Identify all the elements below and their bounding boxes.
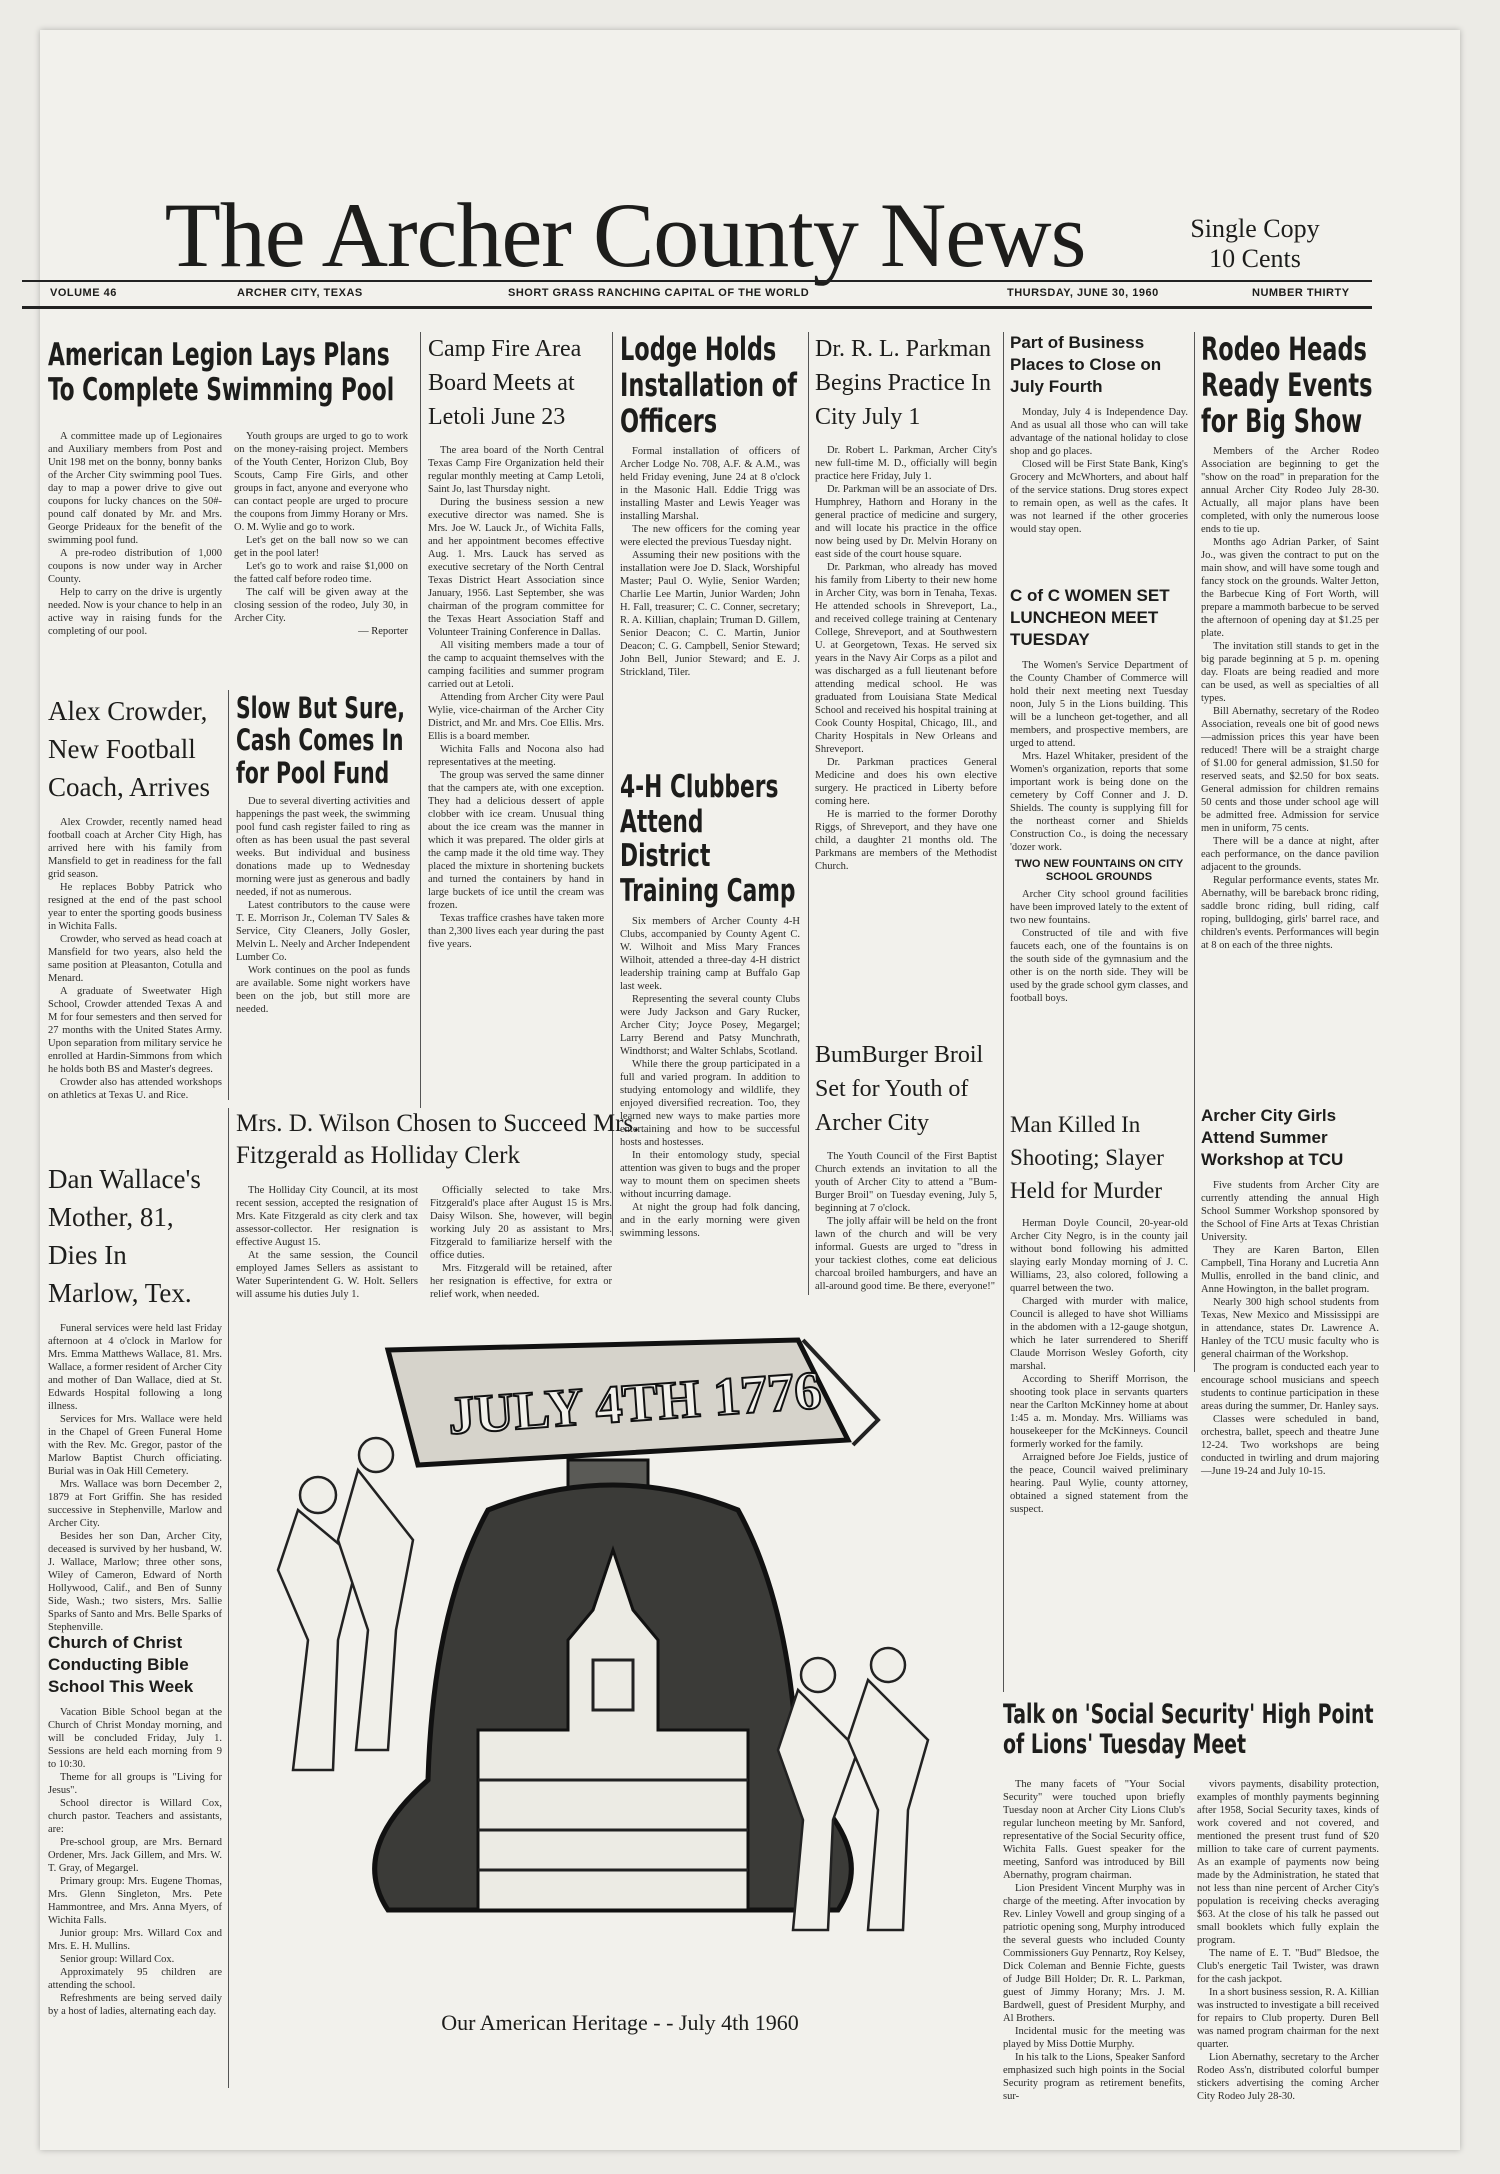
headline-church: Church of Christ Conducting Bible School This Week <box>48 1633 194 1696</box>
headline-legion: American Legion Lays Plans To Complete Swimming Pool <box>48 337 395 408</box>
volume-label: VOLUME 46 <box>50 287 117 299</box>
paragraph: The invitation still stands to get in the big parade beginning at 5 p. m. opening day. Floats are being readied and more can be used, as well as specialties of all types. <box>1201 641 1379 705</box>
paragraph: During the business session a new executive director was named. She is Mrs. Joe W. Lauck Jr., of Wichita Falls, and her appointment becomes effective Aug. 1. Mrs. Lauck has served as executive secretary of the North Central Texas District Heart Association since January, 1956. Last September, she was chairman of the program committee for the Texas Heart Association Staff and Volunteer Training Conference in Dallas. <box>428 497 604 638</box>
paragraph: Mrs. Hazel Whitaker, president of the Women's organization, reports that some important work is being done on the cemetery by Coff Conner and J. D. Shields. The county is supplying fill for the northeast corner and Shields Construction Co., is doing the necessary 'dozer work. <box>1010 751 1188 853</box>
article-parkman <box>815 332 997 1032</box>
article-shooting <box>1010 1108 1188 1578</box>
paragraph: Dr. Parkman practices General Medicine and does his own elective surgery. He practiced in Liberty before coming here. <box>815 757 997 807</box>
dateline-bar <box>22 280 1372 309</box>
rodeo-body <box>1201 445 1379 952</box>
paragraph: Months ago Adrian Parker, of Saint Jo., was given the contract to put on the main show, and will have some tough and fancy stock on the grounds. Walter Jetton, the Barbecue King of Fort Worth, will prepare a mammoth barbecue to be served the afternoon of opening day at $1.25 per plate. <box>1201 537 1379 640</box>
paragraph: Representing the several county Clubs were Judy Jackson and Gary Rucker, Archer City; Joyce Posey, Megargel; Larry Berend and Patsy Munchrath, Windthorst; and Walter Schlabs, Scotland. <box>620 993 800 1057</box>
column-rule <box>1003 332 1004 1692</box>
column-rule <box>1194 332 1195 1372</box>
headline-wallace: Dan Wallace's Mother, 81, Dies In Marlow, Tex. <box>48 1164 201 1308</box>
wallace-body <box>48 1322 222 1634</box>
article-business-closing <box>1010 332 1188 577</box>
price-label: 10 Cents <box>1209 244 1301 273</box>
holliday-col-2 <box>430 1184 612 1301</box>
column-rule <box>228 1108 229 2088</box>
article-church <box>48 1632 222 2102</box>
paragraph: The program is conducted each year to encourage school musicians and speech students to continue participation in these areas during the summer, Dr. Hanley says. <box>1201 1362 1379 1412</box>
paragraph: Alex Crowder, recently named head football coach at Archer City High, has arrived here with his family from Mansfield to get in readiness for the fall grid season. <box>48 817 222 880</box>
date-label: THURSDAY, JUNE 30, 1960 <box>1007 287 1159 299</box>
paragraph: Besides her son Dan, Archer City, deceased is survived by her husband, W. J. Wallace, Marlow; three other sons, Wiley of Cameron, Edward of North Hollywood, Calif., and Ben of Sunny Side, Wash.; two sisters, Mrs. Sallie Sparks of Santo and Mrs. Belle Sparks of Stephenville. <box>48 1531 222 1633</box>
paragraph: The Youth Council of the First Baptist Church extends an invitation to all the youth of Archer City to attend a "Bum-Burger Broil" on Tuesday evening, July 5, beginning at 7 o'clock. <box>815 1151 997 1214</box>
paragraph: In their entomology study, special attention was given to bugs and the proper way to mount them on specimen sheets without incurring damage. <box>620 1149 800 1200</box>
paragraph: The name of E. T. "Bud" Bledsoe, the Club's energetic Tail Twister, was drawn for the cash jackpot. <box>1197 1948 1379 1985</box>
paragraph: They are Karen Barton, Ellen Campbell, Tina Horany and Lucretia Ann Mullis, enrolled in the band clinic, and Anne Howington, in the ballet program. <box>1201 1245 1379 1295</box>
article-tcu-workshop <box>1201 1105 1379 1477</box>
article-crowder <box>48 692 222 1148</box>
paragraph: Primary group: Mrs. Eugene Thomas, Mrs. Glenn Singleton, Mrs. Pete Hammontree, and Mrs. Anna Myers, of Wichita Falls. <box>48 1876 222 1926</box>
paragraph: Senior group: Willard Cox. <box>60 1954 175 1965</box>
liberty-bell-icon <box>238 1310 993 2000</box>
paragraph: Vacation Bible School began at the Church of Christ Monday morning, and will be concluded Friday, July 1. Sessions are held each morning from 9 to 10:30. <box>48 1707 222 1770</box>
headline-slow-but-sure: Slow But Sure, Cash Comes In for Pool Fund <box>236 691 406 790</box>
paragraph: A pre-rodeo distribution of 1,000 coupons is now under way in Archer County. <box>48 548 222 585</box>
paragraph: Five students from Archer City are currently attending the annual High School Summer Workshop sponsored by the School of Fine Arts at Texas Christian University. <box>1201 1180 1379 1243</box>
paragraph: He is married to the former Dorothy Riggs, of Shreveport, and they have one child, a daughter 21 months old. The Parkmans are members of the Methodist Church. <box>815 809 997 872</box>
single-copy-label: Single Copy <box>1190 214 1320 243</box>
article-rodeo <box>1201 332 1379 1097</box>
tcu-body <box>1201 1179 1379 1478</box>
holliday-col-1 <box>236 1184 418 1301</box>
article-cofc-women <box>1010 585 1188 1080</box>
paragraph: Monday, July 4 is Independence Day. And as usual all those who can will take advantage of the national holiday to close shop and go places. <box>1010 407 1188 457</box>
campfire-body <box>428 444 604 951</box>
article-campfire <box>428 332 604 1102</box>
cofc-body <box>1010 659 1188 854</box>
subheadline-fountains: TWO NEW FOUNTAINS ON CITY SCHOOL GROUNDS <box>1014 858 1184 883</box>
paragraph: All visiting members made a tour of the camp to acquaint themselves with the camping facilities and summer program carried out at Letoli. <box>428 640 604 690</box>
paragraph: vivors payments, disability protection, examples of monthly payments beginning after 1958, Social Security taxes, kinds of work covered and not covered, and mentioned the present trust fund of $20 million to take care of current payments. As an example of payments now being made by the Administration, he stated that not less than nine percent of Archer City's population is receiving checks averaging $63. At the close of his talk he passed out small booklets which fully explain the program. <box>1197 1779 1379 1946</box>
illustration-caption: Our American Heritage - - July 4th 1960 <box>441 2010 799 2035</box>
paragraph: Closed will be First State Bank, King's Grocery and McWhorters, and about half of the service stations. Drug stores expect to remain open, as well as the cafes. It was not learned if the other groceries would stay open. <box>1010 459 1188 535</box>
paragraph: In a short business session, R. A. Killian was instructed to investigate a bill received for repairs to Club property. Duren Bell was named program chairman for the next quarter. <box>1197 1987 1379 2050</box>
paragraph: Crowder, who served as head coach at Mansfield for two years, also held the same position at Pleasanton, Cotulla and Menard. <box>48 934 222 984</box>
paragraph: Services for Mrs. Wallace were held in the Chapel of Green Funeral Home with the Rev. Mc. Gregor, pastor of the Marlow Baptist Church officiating. Burial was in Oak Hill Cemetery. <box>48 1414 222 1477</box>
paragraph: Classes were scheduled in band, orchestra, ballet, speech and theatre June 12-24. Two workshops are being conducted in twirling and drum majoring—June 19-24 and July 10-15. <box>1201 1414 1379 1477</box>
issue-number-label: NUMBER THIRTY <box>1252 287 1350 299</box>
paragraph: The new officers for the coming year were elected the previous Tuesday night. <box>620 524 800 549</box>
slow-body <box>236 795 410 1016</box>
paragraph: Let's go to work and raise $1,000 on the fatted calf before rodeo time. <box>234 561 408 585</box>
paragraph: Latest contributors to the cause were T. E. Morrison Jr., Coleman TV Sales & Service, City Cleaners, Jolly Gosler, Melvin L. Neely and Archer Independent Lumber Co. <box>236 900 410 964</box>
paragraph: Arraigned before Joe Fields, justice of the peace, Council waived preliminary hearing. Paul Wylie, county attorney, obtained a signed statement from the suspect. <box>1010 1452 1188 1515</box>
legion-col-2 <box>234 430 408 638</box>
paragraph: Let's get on the ball now so we can get in the pool later! <box>234 535 408 559</box>
headline-campfire: Camp Fire Area Board Meets at Letoli June 23 <box>428 336 582 430</box>
paragraph: A committee made up of Legionaires and Auxiliary members from Post and Unit 198 met on the bonny, bonny banks of the Archer City swimming pool Tues. day to map a power drive to give out coupons for lucky chances on the 50#-pound calf donated by Mr. and Mrs. George Prideaux for the benefit of the swimming pool fund. <box>48 431 222 546</box>
paragraph: Incidental music for the meeting was played by Miss Dottie Murphy. <box>1003 2026 1185 2050</box>
paragraph: Help to carry on the drive is urgently needed. Now is your chance to help in an active way in raising funds for the completing of our pool. <box>48 587 222 637</box>
paragraph: Charged with murder with malice, Council is alleged to have shot Williams in the abdomen with a 12-gauge shotgun, which he later surrendered to Sheriff Claude Morrison Wesley Goforth, city marshal. <box>1010 1296 1188 1372</box>
paragraph: The calf will be given away at the closing session of the rodeo, July 30, in Archer City. <box>234 587 408 624</box>
price-box <box>1180 214 1330 274</box>
paragraph: He replaces Bobby Patrick who resigned at the end of the past school year to enter the sporting goods business in Wichita Falls. <box>48 882 222 932</box>
paragraph: Mrs. Fitzgerald will be retained, after her resignation is effective, for extra or relief work, when needed. <box>430 1263 612 1300</box>
paragraph: Archer City school ground facilities have been improved lately to the extent of two new fountains. <box>1010 889 1188 926</box>
shooting-body <box>1010 1217 1188 1516</box>
parkman-body <box>815 444 997 873</box>
paragraph: Lion Abernathy, secretary to the Archer Rodeo Ass'n, distributed colorful bumper stickers advertising the coming Archer City Rodeo July 28-30. <box>1197 2052 1379 2102</box>
paragraph: The many facets of "Your Social Security" were touched upon briefly Tuesday noon at Archer City Lions Club's regular luncheon meeting by Mr. Sanford, representative of the Social Security office, Wichita Falls. Guest speaker for the meeting, Sanford was introduced by Bill Abernathy, program chairman. <box>1003 1779 1185 1881</box>
paragraph: Regular performance events, states Mr. Abernathy, will be bareback bronc riding, saddle bronc riding, bull riding, calf roping, bulldoging, girls' barrel race, and children's events. Performances will begin at 8 on each of the three nights. <box>1201 875 1379 952</box>
lodge-body <box>620 445 800 679</box>
article-slow-but-sure <box>236 692 410 1102</box>
paragraph: The Holliday City Council, at its most recent session, accepted the resignation of Mrs. Kate Fitzgerald as city clerk and tax assessor-collector. Her resignation is effective August 15. <box>236 1185 418 1248</box>
paragraph: The area board of the North Central Texas Camp Fire Organization held their regular monthly meeting at Camp Letoli, Saint Jo, last Thursday night. <box>428 445 604 495</box>
paragraph: At night the group had folk dancing, and in the early morning were given swimming lessons. <box>620 1201 800 1239</box>
paragraph: Dr. Parkman, who already has moved his family from Liberty to their new home in Archer City, was born in Tenaha, Texas. He attended schools in Shreveport, La., and received college training at Centenary College, Shreveport, and at Southwestern U. at Georgetown, Texas. He served six years in the Navy Air Corps as a pilot and was discharged as a full lieutenant before attending medical school. He was graduated from Louisiana State Medical School and received his hospital training at Cook County Hospital, Chicago, Ill., and Charity Hospitals in New Orleans and Shreveport. <box>815 562 997 755</box>
paragraph: At the same session, the Council employed James Sellers as assistant to Water Superintendent G. W. Holt. Sellers will assume his duties July 1. <box>236 1250 418 1300</box>
lions-col-2 <box>1197 1778 1379 2103</box>
paragraph: Six members of Archer County 4-H Clubs, accompanied by County Agent C. W. Wilhoit and Miss Mary Frances Wilhoit, attended a three-day 4-H district leadership training camp at Buffalo Gap last week. <box>620 915 800 992</box>
paragraph: Herman Doyle Council, 20-year-old Archer City Negro, is in the county jail without bond following his admitted slaying early Monday morning of J. C. Williams, 23, also colored, following a quarrel between the two. <box>1010 1218 1188 1294</box>
church-body <box>48 1706 222 2018</box>
paragraph: Assuming their new positions with the installation were Joe D. Slack, Worshipful Master; Paul O. Wylie, Senior Warden; Charlie Lee Martin, Junior Warden; John H. Fall, treasurer; C. C. Conner, secretary; R. A. Killian, chaplain; Truman D. Gillem, Senior Deacon; C. C. Martin, Junior Deacon; C. G. Campbell, Senior Steward; John Bell, Junior Steward; and E. J. Strickland, Tiler. <box>620 550 800 679</box>
slogan-label: SHORT GRASS RANCHING CAPITAL OF THE WORLD <box>508 287 810 299</box>
liberty-bell-illustration <box>238 1310 993 2000</box>
article-wallace <box>48 1160 222 1633</box>
column-rule <box>612 332 613 1236</box>
paragraph: While there the group participated in a full and varied program. In addition to studying entomology and wildlife, they enjoyed diversified recreation. Too, they learned new ways to make parties more entertaining and how to be successful hosts and hostesses. <box>620 1058 800 1148</box>
article-holliday-clerk <box>236 1108 996 1313</box>
article-lodge <box>620 332 800 752</box>
column-rule <box>228 690 229 1100</box>
headline-bumburger: BumBurger Broil Set for Youth of Archer City <box>815 1042 984 1136</box>
headline-lions-club: Talk on 'Social Security' High Point of Lions' Tuesday Meet <box>1003 1699 1374 1761</box>
paragraph: Members of the Archer Rodeo Association are beginning to get the "show on the road" in preparation for the annual Archer City Rodeo July 28-30. Actually, all major plans have been completed, with only the numerous loose ends to tie up. <box>1201 446 1379 536</box>
paragraph: Dr. Parkman will be an associate of Drs. Humphrey, Hathorn and Horany in the general practice of medicine and surgery, and will locate his practice in the office now being used by Dr. Melvin Horany on east side of the court house square. <box>815 484 997 560</box>
legion-col-1 <box>48 430 222 638</box>
paragraph: Theme for all groups is "Living for Jesus". <box>48 1772 222 1796</box>
column-rule <box>420 332 421 1108</box>
paragraph: Funeral services were held last Friday afternoon at 4 o'clock in Marlow for Mrs. Emma Matthews Wallace, 81. Mrs. Wallace, a former resident of Archer City and mother of Dan Wallace, died at St. Edwards Hospital following a long illness. <box>48 1323 222 1412</box>
paragraph: Attending from Archer City were Paul Wylie, vice-chairman of the Archer City District, and Mr. and Mrs. Coe Ellis. Mrs. Ellis is a board member. <box>428 692 604 742</box>
fountains-body <box>1010 888 1188 1005</box>
headline-parkman: Dr. R. L. Parkman Begins Practice In City July 1 <box>815 336 991 430</box>
paragraph: Dr. Robert L. Parkman, Archer City's new full-time M. D., officially will begin practice here Friday, July 1. <box>815 445 997 482</box>
paragraph: Pre-school group, are Mrs. Bernard Ordener, Mrs. Jack Gillem, and Mrs. W. T. Gray, of Megargel. <box>48 1837 222 1874</box>
paragraph: Due to several diverting activities and happenings the past week, the swimming pool fund cash register failed to ring as often as has been usual the past several weeks. But individual and business donations made up to Wednesday morning were just as generous and badly needed, if not as numerous. <box>236 796 410 899</box>
headline-holliday-clerk: Mrs. D. Wilson Chosen to Succeed Mrs. Fitzgerald as Holliday Clerk <box>236 1110 640 1169</box>
lions-col-1 <box>1003 1778 1185 2103</box>
paragraph: Formal installation of officers of Archer Lodge No. 708, A.F. & A.M., was held Friday evening, June 24 at 8 o'clock in the Masonic Hall. Eddie Trigg was installing Master and Lewis Yeager was installing Marshal. <box>620 446 800 523</box>
headline-tcu-workshop: Archer City Girls Attend Summer Workshop at TCU <box>1201 1106 1344 1169</box>
headline-shooting: Man Killed In Shooting; Slayer Held for Murder <box>1010 1112 1164 1203</box>
paragraph: Youth groups are urged to go to work on the money-raising project. Members of the Youth Center, Horizon Club, Boy Scouts, Camp Fire Girls, and other groups in fact, anyone and everyone who can contact people are urged to procure the coupons from Jimmy Horany or Mrs. O. M. Wylie and go to work. <box>234 431 408 533</box>
paragraph: Wichita Falls and Nocona also had representatives at the meeting. <box>428 744 604 768</box>
paragraph: Officially selected to take Mrs. Fitzgerald's place after August 15 is Mrs. Daisy Wilson. She, however, will begin working July 20 as assistant to Mrs. Fitzgerald to familiarize herself with the office duties. <box>430 1185 612 1261</box>
paragraph: The jolly affair will be held on the front lawn of the church and will be very informal. Guests are urged to "dress in your tackiest clothes, come eat delicious charcoal broiled hamburgers, and have an all-around good time. Be there, everyone!" <box>815 1216 997 1292</box>
paragraph: School director is Willard Cox, church pastor. Teachers and assistants, are: <box>48 1798 222 1835</box>
paragraph: Nearly 300 high school students from Texas, New Mexico and Mississippi are in attendance, states Dr. Lawrence A. Hanley of the TCU music faculty who is general chairman of the Workshop. <box>1201 1297 1379 1360</box>
paragraph: There will be a dance at night, after each performance, on the dance pavilion adjacent to the grounds. <box>1201 836 1379 874</box>
headline-lodge: Lodge Holds Installation of Officers <box>620 330 797 440</box>
paragraph: A graduate of Sweetwater High School, Crowder attended Texas A and M for four semesters and then served for 27 months with the United States Army. Upon separation from military service he enrolled at Hardin-Simmons from which he holds both BS and Master's degrees. <box>48 986 222 1075</box>
article-lions-club <box>1003 1700 1379 2100</box>
newspaper-title: The Archer County News <box>164 184 1086 286</box>
headline-business-closing: Part of Business Places to Close on July Fourth <box>1010 333 1162 396</box>
headline-rodeo: Rodeo Heads Ready Events for Big Show <box>1201 330 1373 440</box>
bell-banner-text: JULY 4TH 1776 <box>445 1359 824 1446</box>
place-label: ARCHER CITY, TEXAS <box>237 287 363 299</box>
headline-cofc-women: C of C WOMEN SET LUNCHEON MEET TUESDAY <box>1010 586 1170 649</box>
paragraph: Crowder also has attended workshops on athletics at Texas U. and Rice. <box>48 1077 222 1101</box>
business-body <box>1010 406 1188 536</box>
paragraph: Work continues on the pool as funds are available. Some night workers have been on the job, but still more are needed. <box>236 965 410 1016</box>
article-legion <box>48 338 410 683</box>
crowder-body <box>48 816 222 1102</box>
paragraph: Mrs. Wallace was born December 2, 1879 at Fort Griffin. She has resided successive in Stephenville, Marlow and Archer City. <box>48 1479 222 1529</box>
paragraph: Junior group: Mrs. Willard Cox and Mrs. E. H. Mullins. <box>48 1928 222 1952</box>
paragraph: The Women's Service Department of the County Chamber of Commerce will hold their next meeting next Tuesday noon, July 5 in the Lions building. This will be a luncheon get-together, and all members, and prospective members, are urged to attend. <box>1010 660 1188 749</box>
headline-crowder: Alex Crowder, New Football Coach, Arrives <box>48 696 210 802</box>
signature: — Reporter <box>358 626 408 637</box>
paragraph: Refreshments are being served daily by a host of ladies, alternating each day. <box>48 1993 222 2017</box>
paragraph: Bill Abernathy, secretary of the Rodeo Association, reveals one bit of good news—admission prices this year have been reduced! There will be a straight charge of $1.00 for general admission, $1.50 for reserved seats, and $2.50 for box seats. General admission for children remains 50 cents and those under school age will be admitted free. Admission for service men in uniform, 75 cents. <box>1201 706 1379 835</box>
paragraph: The group was served the same dinner that the campers ate, with one exception. They had a delicious dessert of apple clobber with ice cream. Unusual thing about the ice cream was the manner in which it was prepared. The older girls at the camp made it the old time way. They placed the mixture in shortening buckets and turned the containers by hand in large buckets of ice until the cream was frozen. <box>428 770 604 911</box>
paragraph: Texas traffice crashes have taken more than 2,300 lives each year during the past five years. <box>428 913 604 950</box>
paragraph: Lion President Vincent Murphy was in charge of the meeting. After invocation by Rev. Linley Vowell and group singing of a patriotic opening song, Murphy introduced the several guests who included County Commissioners Guy Pennartz, Roy Kelsey, Dick Coleman and Bennie Fichte, guests of Judge Bill Holder; Dr. R. L. Parkman, guest of Jimmy Horany; Mrs. J. M. Bardwell, guest of President Murphy, and Al Brothers. <box>1003 1883 1185 2024</box>
paragraph: Constructed of tile and with five faucets each, one of the fountains is on the south side of the gymnasium and the other is on the north side. They will be used by the grade school gym classes, and football boys. <box>1010 928 1188 1004</box>
paragraph: According to Sheriff Morrison, the shooting took place in servants quarters near the Carlton McKinney home at about 1:45 a. m. Monday. Mrs. Williams was housekeeper for the McKinneys. Council formerly worked for the family. <box>1010 1374 1188 1450</box>
headline-4h: 4-H Clubbers Attend District Training Camp <box>620 769 796 910</box>
paragraph: Approximately 95 children are attending the school. <box>48 1967 222 1991</box>
paragraph: In his talk to the Lions, Speaker Sanford emphasized such high points in the Social Security program as retirement benefits, sur- <box>1003 2052 1185 2102</box>
